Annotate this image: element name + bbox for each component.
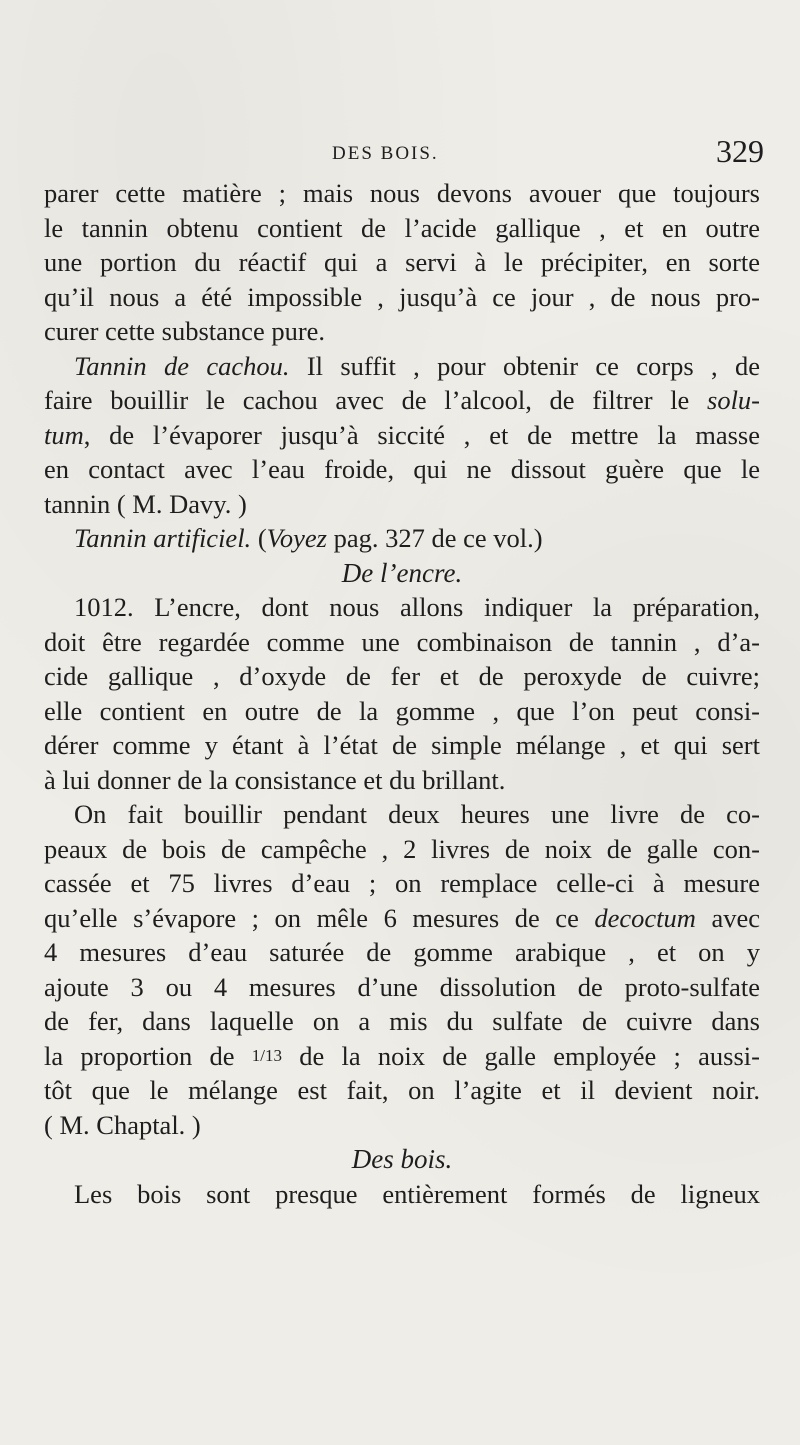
text-line: en contact avec l’eau froide, qui ne dissout guère que le — [44, 454, 760, 484]
text-line — [44, 418, 760, 453]
section-title-bois: Des bois. — [351, 1144, 453, 1174]
text-span: pag. 327 de ce vol.) — [326, 523, 543, 553]
text-line: On fait bouillir pendant deux heures une livre de co- — [74, 799, 760, 829]
text-line: qu’il nous a été impossible , jusqu’à ce jour , de nous pro- — [44, 281, 760, 312]
text-line: tôt que le mélange est fait, on l’agite et il devient noir. — [44, 1075, 760, 1105]
term-solutum-end: tum — [44, 419, 84, 450]
text-line: ( M. Chaptal. ) — [44, 1109, 201, 1140]
text-line: tannin ( M. Davy. ) — [44, 488, 247, 519]
text-line: dérer comme y étant à l’état de simple mélange , et qui sert — [44, 730, 760, 760]
text-line: ajoute 3 ou 4 mesures d’une dissolution de proto-sulfate — [44, 971, 760, 1002]
page-number: 329 — [716, 133, 764, 169]
text-line: Les bois sont presque entièrement formés de ligneux — [74, 1178, 760, 1209]
text-span: la proportion de — [44, 1040, 252, 1071]
text-line — [44, 383, 760, 418]
text-line: une portion du réactif qui a servi à le précipiter, en sorte — [44, 247, 760, 277]
text-line: doit être regardée comme une combinaison de tannin , d’a- — [44, 626, 760, 657]
term-decoctum: decoctum — [594, 902, 696, 933]
text-line: cide gallique , d’oxyde de fer et de peroxyde de cuivre; — [44, 661, 760, 691]
text-line — [44, 901, 760, 936]
term-tannin-cachou: Tannin de cachou. — [74, 350, 290, 381]
term-voyez: Voyez — [266, 523, 327, 553]
page-header — [0, 133, 800, 173]
body-text — [44, 176, 760, 1211]
text-line: elle contient en outre de la gomme , que l’on peut consi- — [44, 695, 760, 726]
section-title-encre: De l’encre. — [341, 557, 463, 588]
text-line — [44, 349, 760, 384]
term-tannin-artificiel: Tannin artificiel. — [74, 523, 252, 553]
text-span: , de l’évaporer jusqu’à siccité , et de mettre la masse — [83, 419, 760, 450]
text-line: de fer, dans laquelle on a mis du sulfate de cuivre dans — [44, 1006, 760, 1036]
text-span: Il suffit , pour obtenir ce corps , de — [289, 350, 760, 381]
text-line: curer cette substance pure. — [44, 316, 326, 346]
text-span: faire bouillir le cachou avec de l’alcool, de filtrer le — [44, 385, 707, 415]
fraction: 1/13 — [251, 1045, 283, 1065]
text-line: à lui donner de la consistance et du brillant. — [44, 764, 506, 795]
text-line — [44, 1039, 760, 1074]
text-span: qu’elle s’évapore ; on mêle 6 mesures de ce — [44, 902, 595, 933]
text-line: le tannin obtenu contient de l’acide gallique , et en outre — [44, 212, 760, 243]
text-line: parer cette matière ; mais nous devons avouer que toujours — [44, 178, 760, 208]
term-solutum: solu- — [707, 385, 760, 415]
text-span: de la noix de galle employée ; aussi- — [282, 1040, 760, 1071]
text-line: peaux de bois de campêche , 2 livres de noix de galle con- — [44, 833, 760, 864]
text-span: avec — [695, 902, 760, 933]
text-line: 4 mesures d’eau saturée de gomme arabique , et on y — [44, 937, 760, 967]
text-line: 1012. L’encre, dont nous allons indiquer la préparation, — [74, 592, 760, 622]
running-head: DES BOIS. — [332, 143, 439, 164]
text-line — [44, 521, 760, 556]
text-line: cassée et 75 livres d’eau ; on remplace celle-ci à mesure — [44, 868, 760, 898]
text-span: ( — [251, 523, 267, 553]
